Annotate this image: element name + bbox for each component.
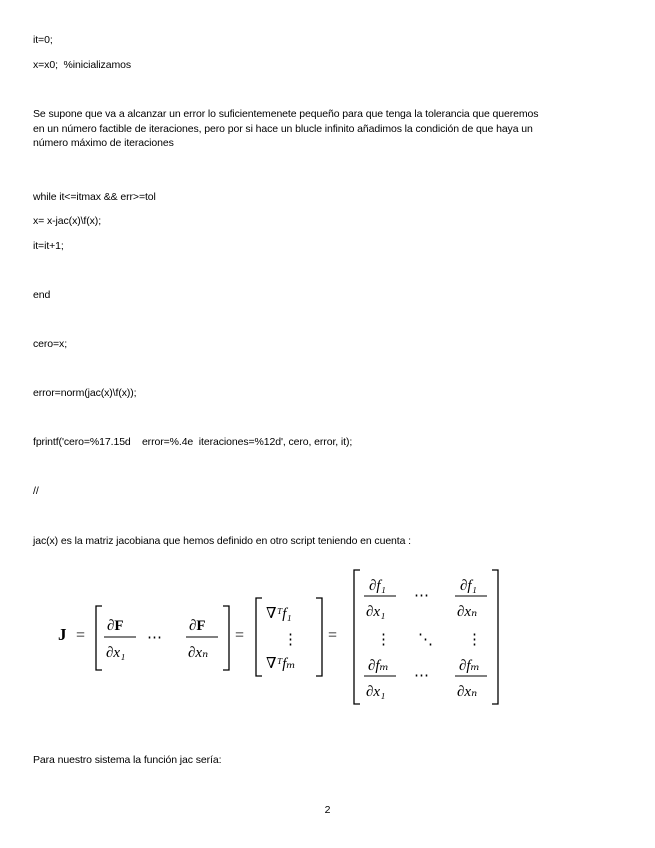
jacobian-equation [40, 560, 520, 710]
jac-function-intro: Para nuestro sistema la función jac sería: [33, 754, 222, 766]
eq-equals-3: = [328, 627, 338, 644]
eq-hdots-2: ⋯ [414, 588, 429, 604]
eq-vdots-3: ⋮ [467, 632, 482, 648]
code-line-it-init: it=0; [33, 34, 53, 46]
jac-dx1-den-1: ∂x₁ [366, 604, 386, 620]
jac-df1-num-1: ∂f₁ [369, 578, 386, 594]
bracket-right-3 [492, 570, 498, 704]
code-line-while: while it<=itmax && err>=tol [33, 191, 156, 203]
bracket-left-3 [354, 570, 360, 704]
page-number: 2 [324, 804, 331, 816]
code-line-x-update: x= x-jac(x)\f(x); [33, 215, 102, 227]
jac-dfm-num-n: ∂fₘ [459, 658, 480, 674]
jac-df1-num-n: ∂f₁ [460, 578, 477, 594]
frac-dF-n-num: ∂F [189, 618, 206, 634]
code-line-x-init: x=x0; %inicializamos [33, 59, 131, 71]
frac-dF-1-num: ∂F [107, 618, 124, 634]
bracket-left-1 [96, 606, 102, 670]
bracket-right-2 [316, 598, 322, 676]
code-line-it-increment: it=it+1; [33, 240, 64, 252]
nabla-fm: ∇ᵀfₘ [266, 656, 296, 672]
jacobian-intro-text: jac(x) es la matriz jacobiana que hemos definido en otro script teniendo en cuenta : [33, 535, 411, 547]
eq-ddots: ⋱ [418, 632, 433, 648]
code-line-fprintf: fprintf('cero=%17.15d error=%.4e iteraciones=%12d', cero, error, it); [33, 436, 353, 448]
jac-dfm-num-1: ∂fₘ [368, 658, 389, 674]
code-line-error: error=norm(jac(x)\f(x)); [33, 387, 137, 399]
bracket-right-1 [223, 606, 229, 670]
eq-equals-1: = [76, 627, 86, 644]
code-line-comment: // [33, 485, 39, 497]
jac-dxn-den-m: ∂xₙ [457, 684, 478, 700]
eq-equals-2: = [235, 627, 245, 644]
frac-dx1-den: ∂x₁ [106, 645, 126, 661]
eq-hdots-3: ⋯ [414, 668, 429, 684]
bracket-left-2 [256, 598, 262, 676]
code-line-end: end [33, 289, 51, 301]
eq-hdots-1: ⋯ [147, 630, 162, 646]
explanation-paragraph: Se supone que va a alcanzar un error lo suficientemenete pequeño para que tenga la tolerancia que queremos en un número factible de iteraciones, pero por si hace un blucle infinito añadimos la condición de que haya un número máximo de iteraciones [33, 108, 539, 149]
eq-vdots-1: ⋮ [283, 632, 298, 648]
nabla-f1: ∇ᵀf₁ [266, 606, 292, 622]
jac-dx1-den-m: ∂x₁ [366, 684, 386, 700]
frac-dxn-den: ∂xₙ [188, 645, 209, 661]
eq-vdots-2: ⋮ [376, 632, 391, 648]
eq-J: J [58, 625, 67, 644]
jac-dxn-den-1: ∂xₙ [457, 604, 478, 620]
code-line-cero: cero=x; [33, 338, 68, 350]
